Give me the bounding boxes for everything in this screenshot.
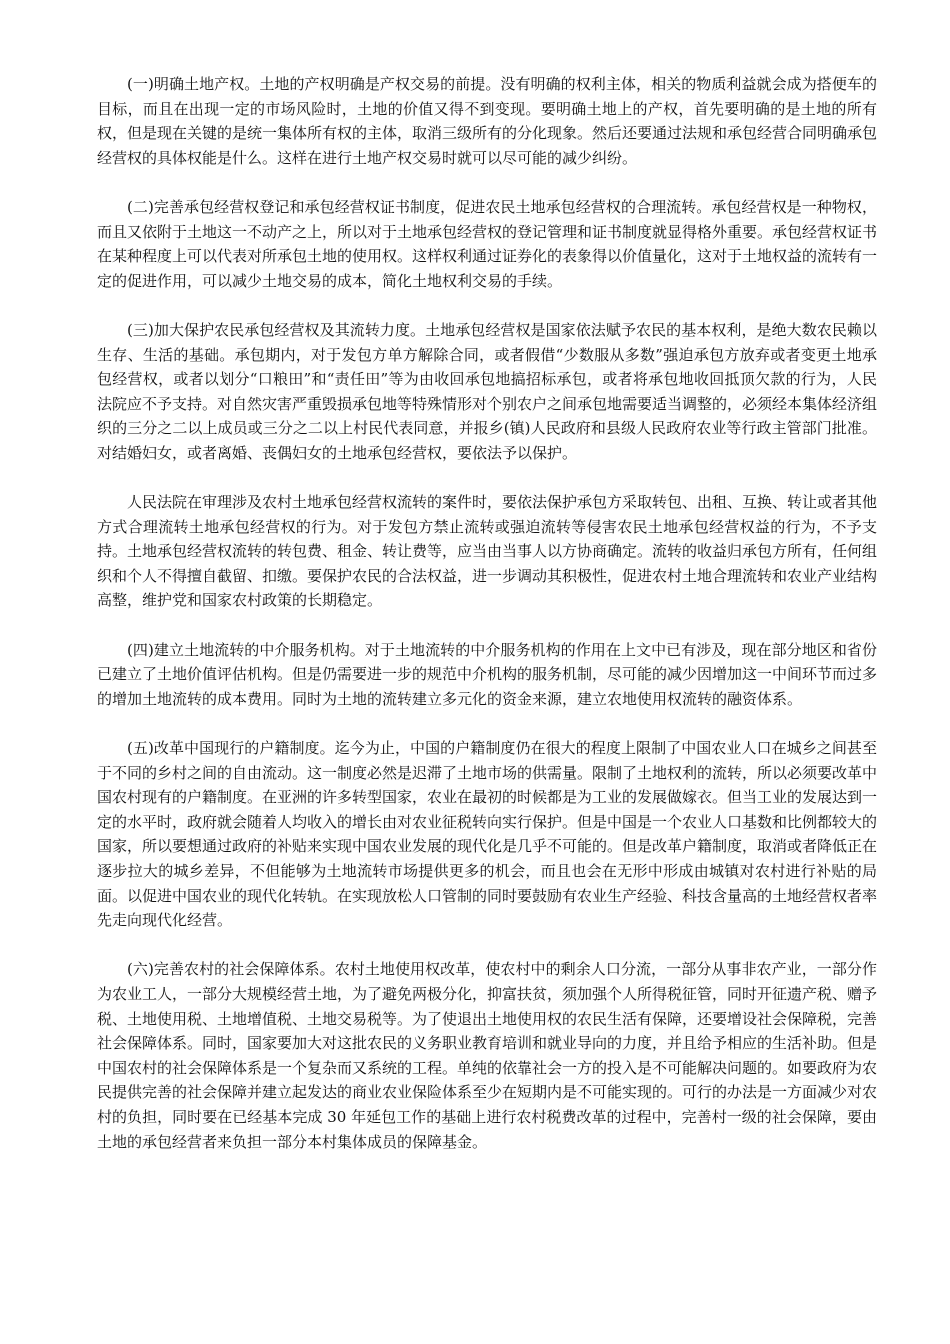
paragraph-intermediary-services: (四)建立土地流转的中介服务机构。对于土地流转的中介服务机构的作用在上文中已有涉及，现在部分地区和省份已建立了土地价值评估机构。但是仍需要进一步的规范中介机构的服务机制，尽可能的减少因增加这一中间环节而过多的增加土地流转的成本费用。同时为土地的流转建立多元化的资金来源，建立农地使用权流转的融资体系。 <box>97 640 878 708</box>
paragraph-land-property-rights: (一)明确土地产权。土地的产权明确是产权交易的前提。没有明确的权利主体，相关的物质利益就会成为搭便车的目标，而且在出现一定的市场风险时，土地的价值又得不到变现。要明确土地上的产权，首先要明确的是土地的所有权，但是现在关键的是统一集体所有权的主体，取消三级所有的分化现象。然后还要通过法规和承包经营合同明确承包经营权的具体权能是什么。这样在进行土地产权交易时就可以尽可能的减少纠纷。 <box>97 75 878 167</box>
document-body <box>97 72 877 1179</box>
paragraph-household-registration: (五)改革中国现行的户籍制度。迄今为止，中国的户籍制度仍在很大的程度上限制了中国农业人口在城乡之间甚至于不同的乡村之间的自由流动。这一制度必然是迟滞了土地市场的供需量。限制了土地权利的流转，所以必须要改革中国农村现有的户籍制度。在亚洲的许多转型国家，农业在最初的时候都是为工业的发展做嫁衣。但当工业的发展达到一定的水平时，政府就会随着人均收入的增长由对农业征税转向实行保护。但是中国是一个农业人口基数和比例都较大的国家，所以要想通过政府的补贴来实现中国农业发展的现代化是几乎不可能的。但是改革户籍制度，取消或者降低正在逐步拉大的城乡差异，不但能够为土地流转市场提供更多的机会，而且也会在无形中形成由城镇对农村进行补贴的局面。以促进中国农业的现代化转轨。在实现放松人口管制的同时要鼓励有农业生产经验、科技含量高的土地经营权者率先走向现代化经营。 <box>97 739 878 930</box>
paragraph-court-cases: 人民法院在审理涉及农村土地承包经营权流转的案件时，要依法保护承包方采取转包、出租、互换、转让或者其他方式合理流转土地承包经营权的行为。对于发包方禁止流转或强迫流转等侵害农民土地承包经营权益的行为，不予支持。土地承包经营权流转的转包费、租金、转让费等，应当由当事人以方协商确定。流转的收益归承包方所有，任何组织和个人不得擅自截留、扣缴。要保护农民的合法权益，进一步调动其积极性，促进农村土地合理流转和农业产业结构高整，维护党和国家农村政策的长期稳定。 <box>97 493 878 610</box>
paragraph-contract-registration: (二)完善承包经营权登记和承包经营权证书制度，促进农民土地承包经营权的合理流转。承包经营权是一种物权，而且又依附于土地这一不动产之上，所以对于土地承包经营权的登记管理和证书制度就显得格外重要。承包经营权证书在某种程度上可以代表对所承包土地的使用权。这样权利通过证券化的表象得以价值量化，这对于土地权益的流转有一定的促进作用，可以减少土地交易的成本，简化土地权利交易的手续。 <box>97 197 878 290</box>
paragraph-social-security: (六)完善农村的社会保障体系。农村土地使用权改革，使农村中的剩余人口分流，一部分从事非农产业，一部分作为农业工人，一部分大规模经营土地，为了避免两极分化，抑富扶贫，须加强个人所得税征管，同时开征遗产税、赠予税、土地使用税、土地增值税、土地交易税等。为了使退出土地使用权的农民生活有保障，还要增设社会保障税，完善社会保障体系。同时，国家要加大对这批农民的义务职业教育培训和就业导向的力度，并且给予相应的生活补助。但是中国农村的社会保障体系是一个复杂而又系统的工程。单纯的依靠社会一方的投入是不可能解决问题的。如要政府为农民提供完善的社会保障并建立起发达的商业农业保险体系至少在短期内是不可能实现的。可行的办法是一方面减少对农村的负担，同时要在已经基本完成 30 年延包工作的基础上进行农村税费改革的过程中，完善村一级的社会保障，要由土地的承包经营者来负担一部分本村集体成员的保障基金。 <box>97 960 878 1151</box>
paragraph-protect-farmer-rights: (三)加大保护农民承包经营权及其流转力度。土地承包经营权是国家依法赋予农民的基本权利，是绝大数农民赖以生存、生活的基础。承包期内，对于发包方单方解除合同，或者假借“少数服从多数”强迫承包方放弃或者变更土地承包经营权，或者以划分“口粮田”和“责任田”等为由收回承包地搞招标承包，或者将承包地收回抵顶欠款的行为，人民法院应不予支持。对自然灾害严重毁损承包地等特殊情形对个别农户之间承包地需要适当调整的，必须经本集体经济组织的三分之二以上成员或三分之二以上村民代表同意，并报乡(镇)人民政府和县级人民政府农业等行政主管部门批准。对结婚妇女，或者离婚、丧偶妇女的土地承包经营权，要依法予以保护。 <box>97 320 878 462</box>
